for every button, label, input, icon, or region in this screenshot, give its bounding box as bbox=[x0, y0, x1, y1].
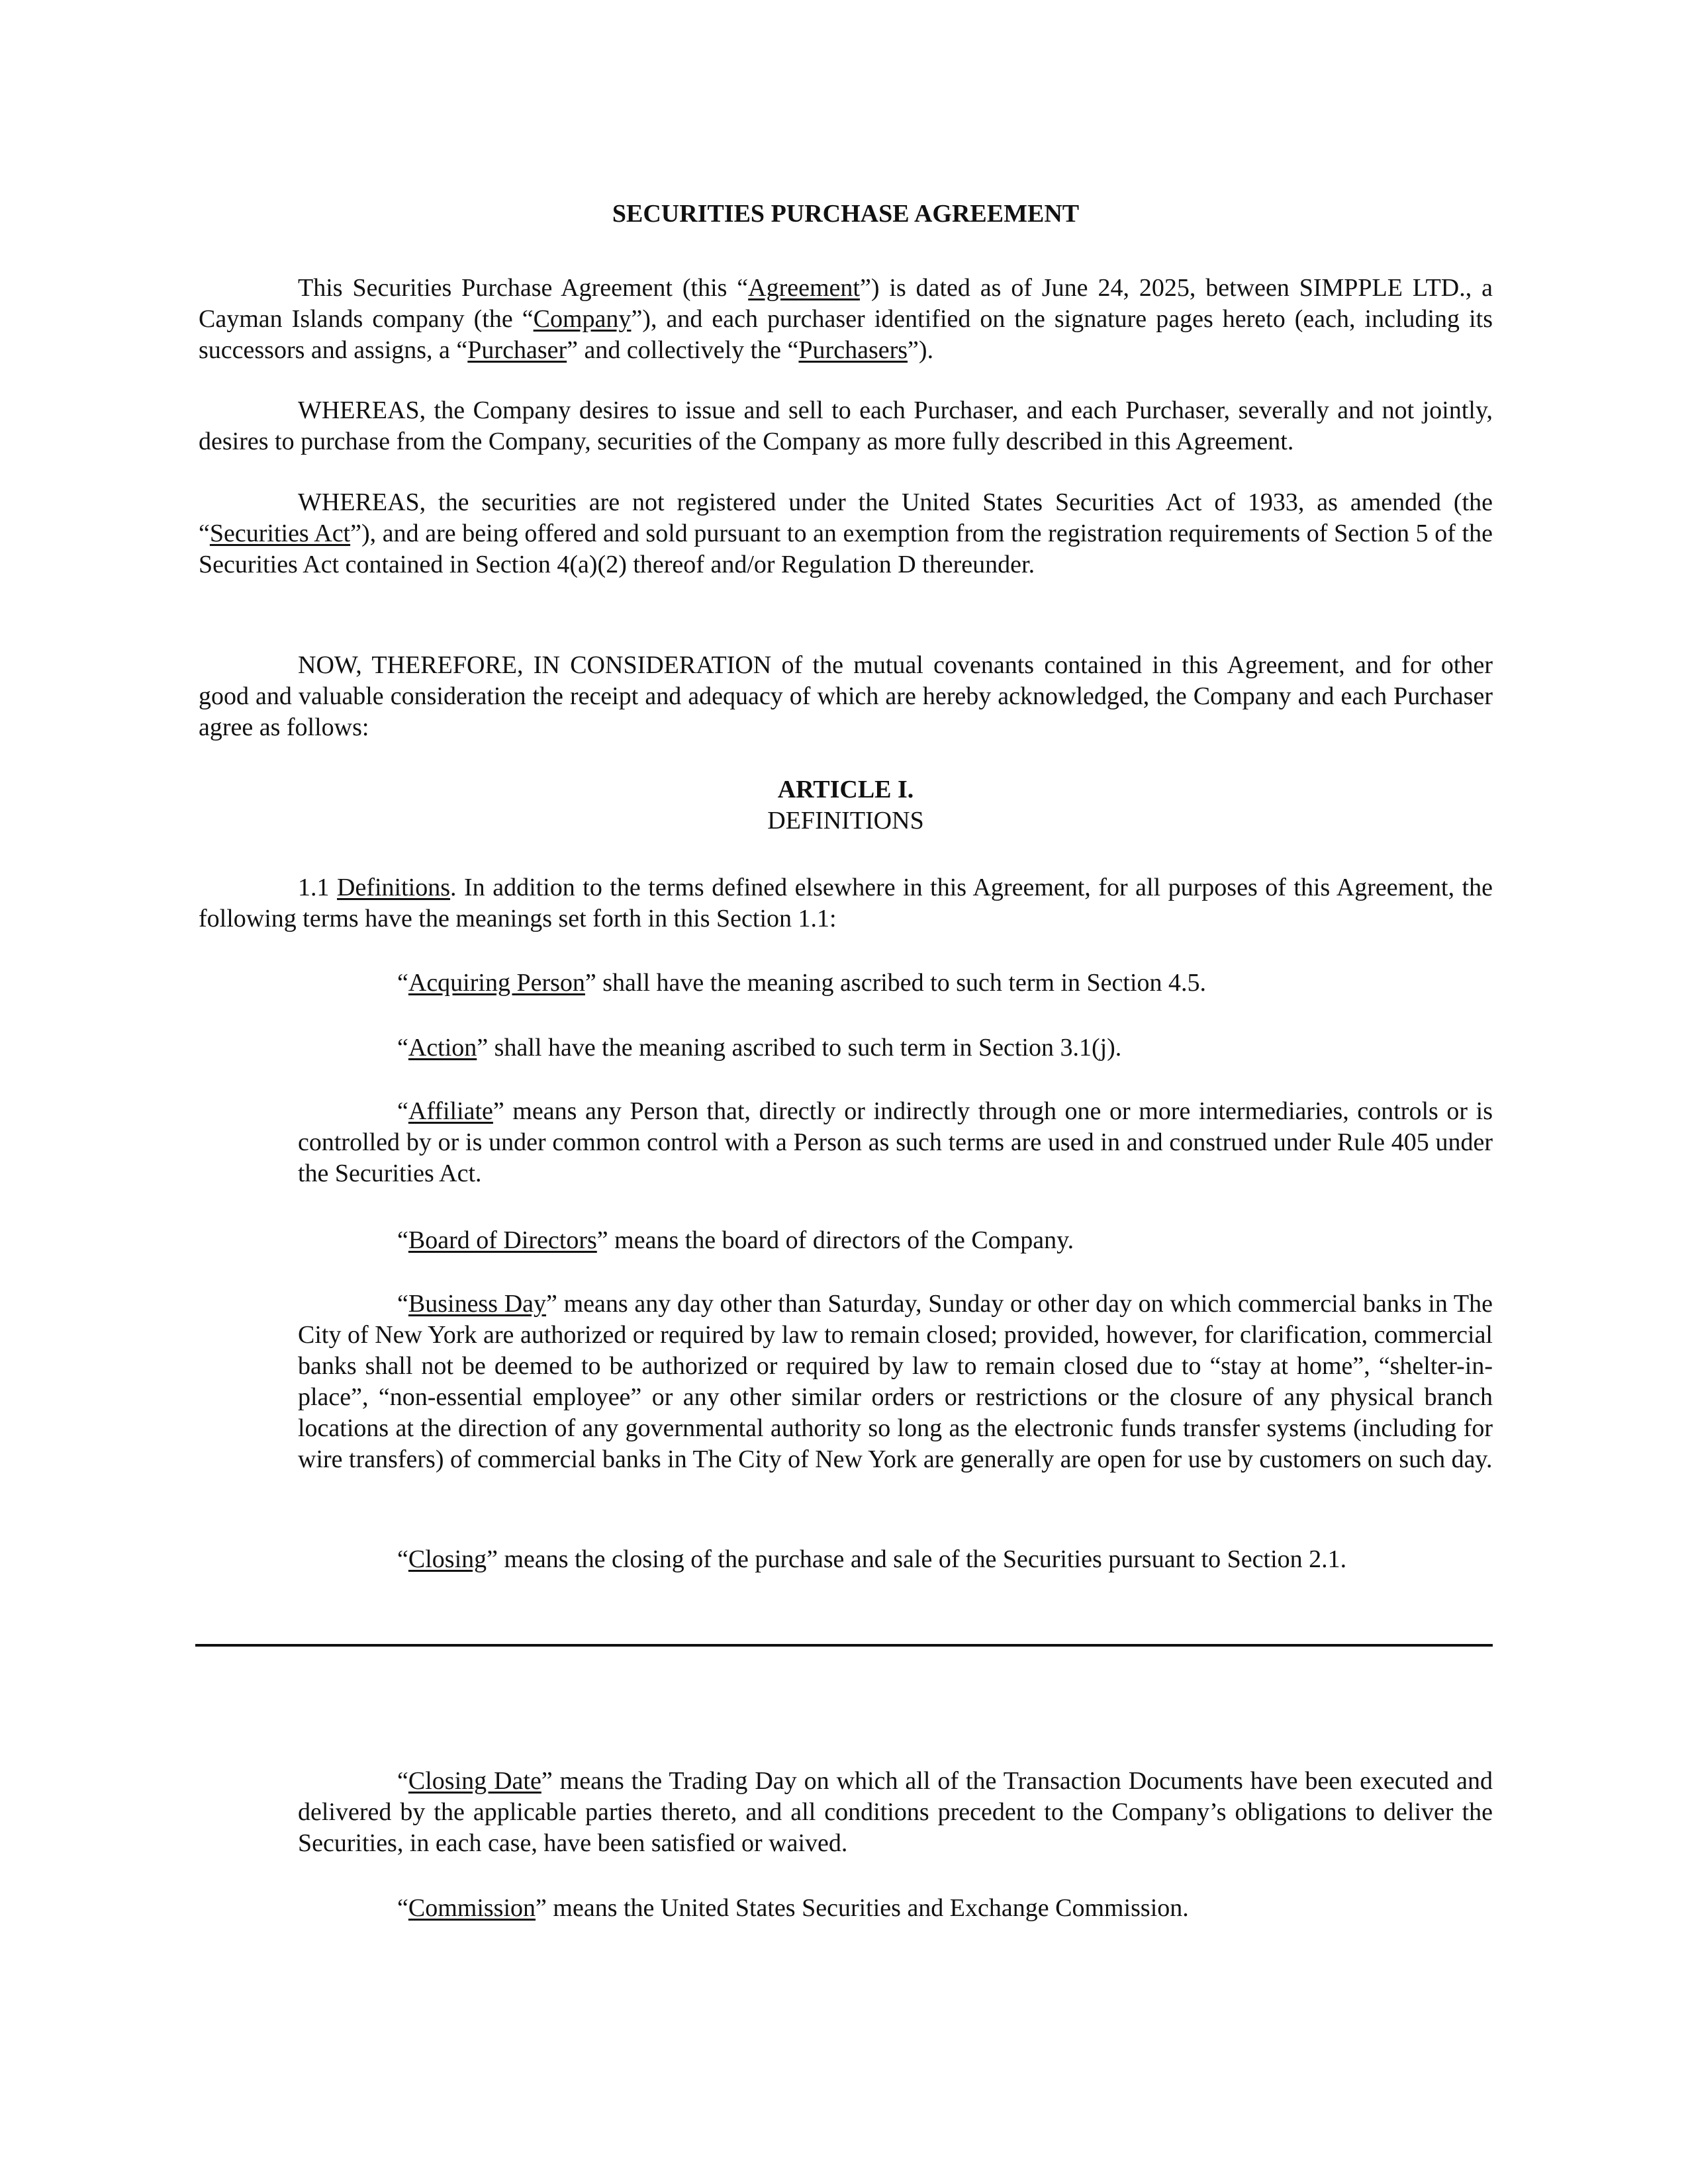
defined-term-securities-act: Securities Act bbox=[209, 520, 351, 547]
whereas-paragraph-1: WHEREAS, the Company desires to issue and sell to each Purchaser, and each Purchaser, severally and not jointly, desires to purchase from the Company, securities of the Company as more fully described in this Agreement. bbox=[199, 396, 1493, 455]
defined-term-company: Company bbox=[533, 305, 632, 333]
article-name: DEFINITIONS bbox=[767, 807, 924, 835]
defined-term: Acquiring Person bbox=[408, 969, 585, 997]
defined-term-purchasers: Purchasers bbox=[798, 336, 908, 364]
defined-term: Affiliate bbox=[408, 1097, 493, 1125]
document-page bbox=[199, 0, 1493, 2184]
article-number: ARTICLE I. bbox=[777, 776, 914, 803]
section-heading-definitions: Definitions bbox=[337, 874, 451, 901]
definition-business-day: “Business Day” means any day other than Saturday, Sunday or other day on which commercial banks in The City of New York are authorized or required by law to remain closed; provided, however, for clarification, commercial banks shall not be deemed to be authorized or required by law to remain closed due to “stay at home”, “shelter-in-place”, “non-essential employee” or any other similar orders or restrictions or the closure of any physical branch locations at the direction of any governmental authority so long as the electronic funds transfer systems (including for wire transfers) of commercial banks in The City of New York are generally are open for use by customers on such day. bbox=[298, 1290, 1493, 1473]
definition-acquiring-person: “Acquiring Person” shall have the meaning ascribed to such term in Section 4.5. bbox=[397, 969, 1207, 997]
definition-commission: “Commission” means the United States Securities and Exchange Commission. bbox=[397, 1894, 1189, 1922]
definition-board-of-directors: “Board of Directors” means the board of directors of the Company. bbox=[397, 1226, 1074, 1254]
defined-term: Business Day bbox=[408, 1290, 547, 1318]
definition-affiliate: “Affiliate” means any Person that, directly or indirectly through one or more intermediaries, controls or is controlled by or is under common control with a Person as such terms are used in and construed under Rule 405 under the Securities Act. bbox=[298, 1097, 1493, 1187]
page-divider bbox=[195, 1644, 1493, 1647]
defined-term: Commission bbox=[408, 1894, 536, 1922]
now-therefore-paragraph: NOW, THEREFORE, IN CONSIDERATION of the mutual covenants contained in this Agreement, and for other good and valuable consideration the receipt and adequacy of which are hereby acknowledged, the Company and each Purchaser agree as follows: bbox=[199, 651, 1493, 741]
article-heading bbox=[199, 774, 1493, 837]
defined-term: Action bbox=[408, 1034, 477, 1062]
defined-term: Closing bbox=[408, 1545, 487, 1573]
document-title: SECURITIES PURCHASE AGREEMENT bbox=[612, 200, 1080, 228]
definition-closing-date: “Closing Date” means the Trading Day on which all of the Transaction Documents have been executed and delivered by the applicable parties thereto, and all conditions precedent to the Company’s obligations to deliver the Securities, in each case, have been satisfied or waived. bbox=[298, 1767, 1493, 1857]
definition-action: “Action” shall have the meaning ascribed to such term in Section 3.1(j). bbox=[397, 1034, 1122, 1062]
defined-term: Closing Date bbox=[408, 1767, 541, 1795]
defined-term-purchaser: Purchaser bbox=[467, 336, 567, 364]
definition-closing: “Closing” means the closing of the purchase and sale of the Securities pursuant to Section 2.1. bbox=[397, 1545, 1347, 1573]
section-1-1-paragraph: 1.1 Definitions. In addition to the terms defined elsewhere in this Agreement, for all purposes of this Agreement, the following terms have the meanings set forth in this Section 1.1: bbox=[199, 874, 1493, 933]
defined-term-agreement: Agreement bbox=[748, 274, 860, 302]
defined-term: Board of Directors bbox=[408, 1226, 597, 1254]
whereas-paragraph-2: WHEREAS, the securities are not registered under the United States Securities Act of 1933, as amended (the “Securities Act”), and are being offered and sold pursuant to an exemption from the registration requirements of Section 5 of the Securities Act contained in Section 4(a)(2) thereof and/or Regulation D thereunder. bbox=[199, 488, 1493, 578]
intro-paragraph: This Securities Purchase Agreement (this “Agreement”) is dated as of June 24, 2025, between SIMPPLE LTD., a Cayman Islands company (the “Company”), and each purchaser identified on the signature pages hereto (each, including its successors and assigns, a “Purchaser” and collectively the “Purchasers”). bbox=[199, 274, 1493, 364]
